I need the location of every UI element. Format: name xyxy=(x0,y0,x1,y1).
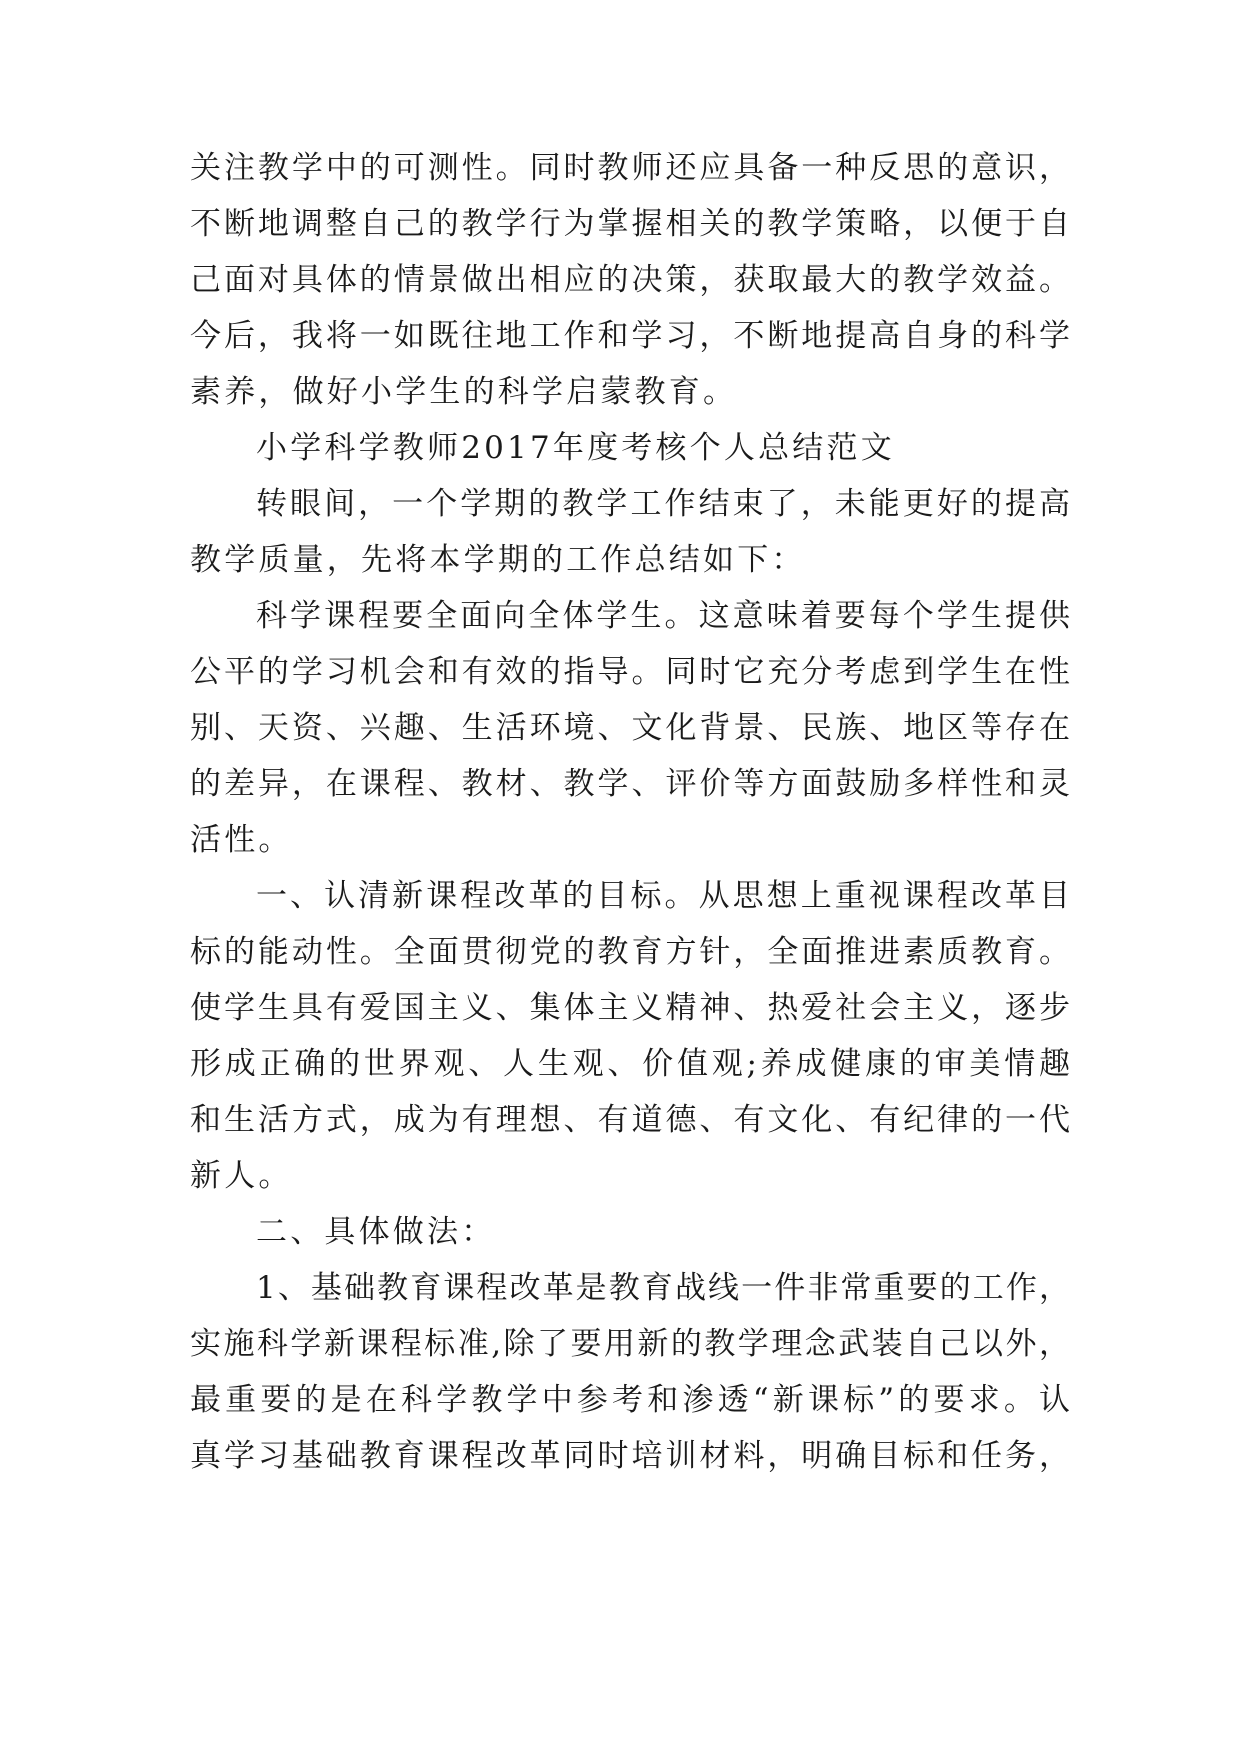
text-line: 和生活方式，成为有理想、有道德、有文化、有纪律的一代 xyxy=(190,1102,1070,1138)
text-line: 别、天资、兴趣、生活环境、文化背景、民族、地区等存在 xyxy=(190,710,1070,746)
text-line: 己面对具体的情景做出相应的决策，获取最大的教学效益。 xyxy=(190,262,1070,298)
text-line: 新人。 xyxy=(190,1158,293,1194)
text-line: 关注教学中的可测性。同时教师还应具备一种反思的意识， xyxy=(190,150,1070,186)
text-line: 一、认清新课程改革的目标。从思想上重视课程改革目 xyxy=(256,878,1070,914)
text-line: 公平的学习机会和有效的指导。同时它充分考虑到学生在性 xyxy=(190,654,1070,690)
text-line: 的差异，在课程、教材、教学、评价等方面鼓励多样性和灵 xyxy=(190,766,1070,802)
text-line: 标的能动性。全面贯彻党的教育方针，全面推进素质教育。 xyxy=(190,934,1070,970)
section-heading: 二、具体做法： xyxy=(256,1214,496,1250)
text-line: 今后，我将一如既往地工作和学习，不断地提高自身的科学 xyxy=(190,318,1070,354)
text-line: 形成正确的世界观、人生观、价值观;养成健康的审美情趣 xyxy=(190,1046,1070,1082)
text-line: 活性。 xyxy=(190,822,293,858)
text-line: 最重要的是在科学教学中参考和渗透“新课标”的要求。认 xyxy=(190,1382,1070,1418)
section-title: 小学科学教师2017年度考核个人总结范文 xyxy=(256,430,895,466)
text-line: 科学课程要全面向全体学生。这意味着要每个学生提供 xyxy=(256,598,1070,634)
text-line: 素养，做好小学生的科学启蒙教育。 xyxy=(190,374,738,410)
text-line: 真学习基础教育课程改革同时培训材料，明确目标和任务， xyxy=(190,1438,1070,1474)
text-line: 不断地调整自己的教学行为掌握相关的教学策略，以便于自 xyxy=(190,206,1070,242)
text-line: 使学生具有爱国主义、集体主义精神、热爱社会主义，逐步 xyxy=(190,990,1070,1026)
text-line: 实施科学新课程标准,除了要用新的教学理念武装自己以外， xyxy=(190,1326,1070,1362)
text-line: 转眼间，一个学期的教学工作结束了，未能更好的提高 xyxy=(256,486,1070,522)
text-line: 教学质量，先将本学期的工作总结如下： xyxy=(190,542,806,578)
text-line: 1、基础教育课程改革是教育战线一件非常重要的工作， xyxy=(256,1270,1070,1306)
